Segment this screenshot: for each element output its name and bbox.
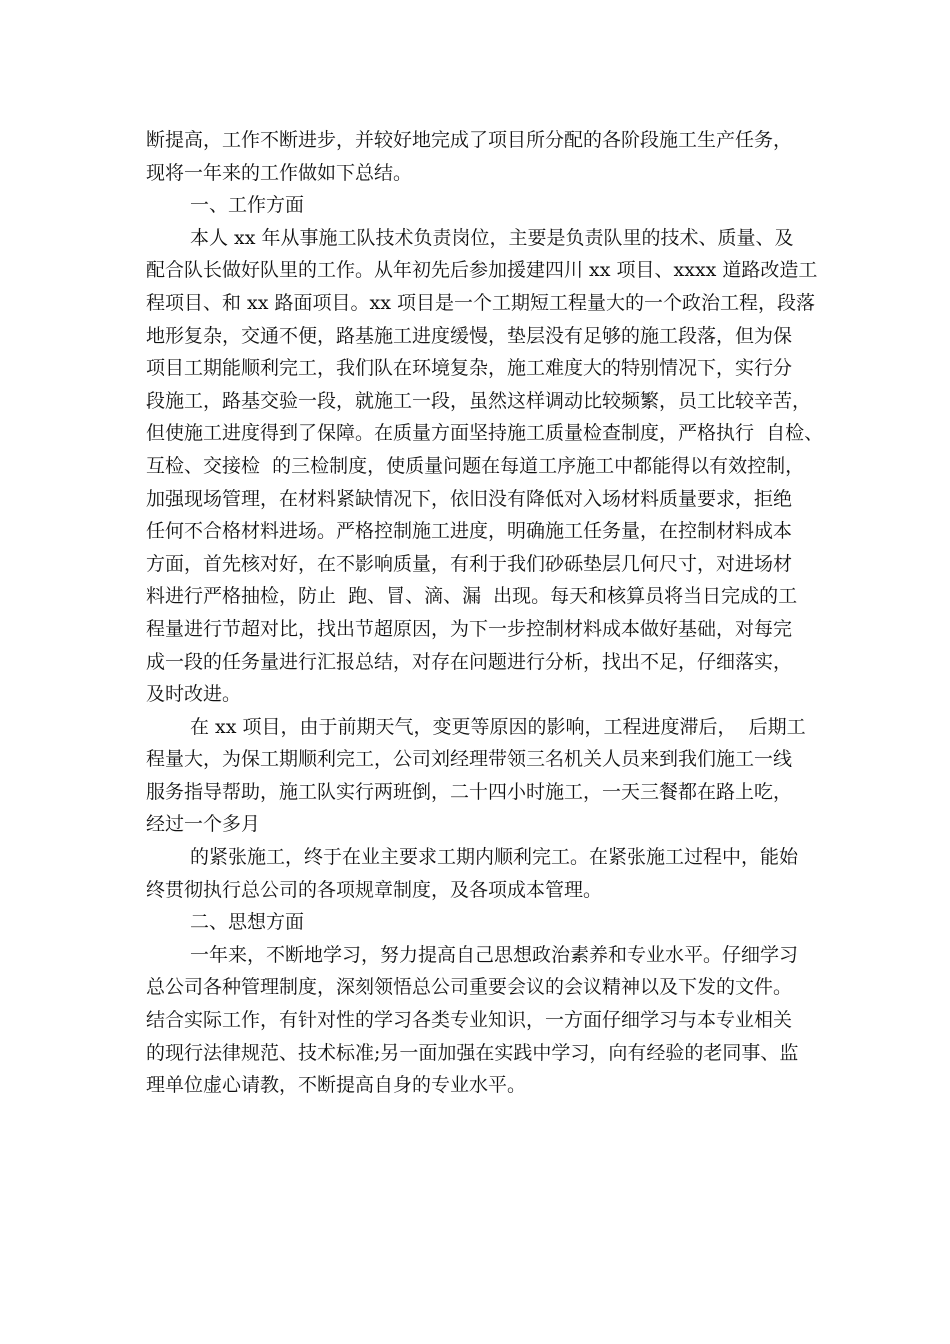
text-line: 地形复杂，交通不便，路基施工进度缓慢，垫层没有足够的施工段落，但为保 — [146, 324, 793, 347]
text-line: 任何不合格材料进场。严格控制施工进度，明确施工任务量，在控制材料成本 — [146, 520, 793, 543]
text-line: 终贯彻执行总公司的各项规章制度，及各项成本管理。 — [146, 878, 603, 901]
text-line: 成一段的任务量进行汇报总结，对存在问题进行分析，找出不足，仔细落实， — [146, 650, 793, 673]
document-body — [146, 124, 826, 1102]
text-line: 现将一年来的工作做如下总结。 — [146, 161, 413, 184]
section-heading: 一、工作方面 — [190, 194, 305, 217]
text-line: 料进行严格抽检，防止 跑、冒、滴、漏 出现。每天和核算员将当日完成的工 — [146, 585, 798, 608]
text-line: 在 xx 项目，由于前期天气，变更等原因的影响，工程进度滞后， 后期工 — [190, 715, 806, 738]
text-line: 本人 xx 年从事施工队技术负责岗位，主要是负责队里的技术、质量、及 — [190, 226, 794, 249]
text-line: 结合实际工作，有针对性的学习各类专业知识，一方面仔细学习与本专业相关 — [146, 1009, 793, 1032]
text-line: 断提高，工作不断进步，并较好地完成了项目所分配的各阶段施工生产任务， — [146, 129, 793, 151]
text-line: 段施工，路基交验一段，就施工一段，虽然这样调动比较频繁，员工比较辛苦， — [146, 389, 812, 412]
text-line: 但使施工进度得到了保障。在质量方面坚持施工质量检查制度，严格执行 自检、 — [146, 422, 824, 445]
section-heading: 二、思想方面 — [190, 911, 305, 934]
text-line: 理单位虚心请教，不断提高自身的专业水平。 — [146, 1074, 527, 1097]
text-line: 经过一个多月 — [146, 813, 261, 836]
text-line: 程量大，为保工期顺利完工，公司刘经理带领三名机关人员来到我们施工一线 — [146, 748, 793, 771]
text-line: 加强现场管理，在材料紧缺情况下，依旧没有降低对入场材料质量要求，拒绝 — [146, 487, 793, 510]
text-line: 程量进行节超对比，找出节超原因，为下一步控制材料成本做好基础，对每完 — [146, 617, 793, 640]
text-line: 一年来，不断地学习，努力提高自己思想政治素养和专业水平。仔细学习 — [190, 943, 799, 966]
text-line: 程项目、和 xx 路面项目。xx 项目是一个工期短工程量大的一个政治工程，段落 — [146, 291, 815, 314]
text-line: 总公司各种管理制度，深刻领悟总公司重要会议的会议精神以及下发的文件。 — [146, 976, 793, 999]
text-line: 及时改进。 — [146, 683, 242, 706]
text-line: 项目工期能顺利完工，我们队在环境复杂，施工难度大的特别情况下，实行分 — [146, 357, 793, 380]
text-line: 互检、交接检 的三检制度，使质量问题在每道工序施工中都能得以有效控制， — [146, 454, 805, 477]
text-line: 方面，首先核对好，在不影响质量，有利于我们砂砾垫层几何尺寸，对进场材 — [146, 552, 793, 575]
text-line: 的现行法律规范、技术标准;另一面加强在实践中学习，向有经验的老同事、监 — [146, 1041, 799, 1064]
text-line: 的紧张施工，终于在业主要求工期内顺利完工。在紧张施工过程中，能始 — [190, 846, 799, 869]
text-line: 服务指导帮助，施工队实行两班倒，二十四小时施工，一天三餐都在路上吃， — [146, 780, 793, 803]
text-line: 配合队长做好队里的工作。从年初先后参加援建四川 xx 项目、xxxx 道路改造工 — [146, 259, 818, 282]
